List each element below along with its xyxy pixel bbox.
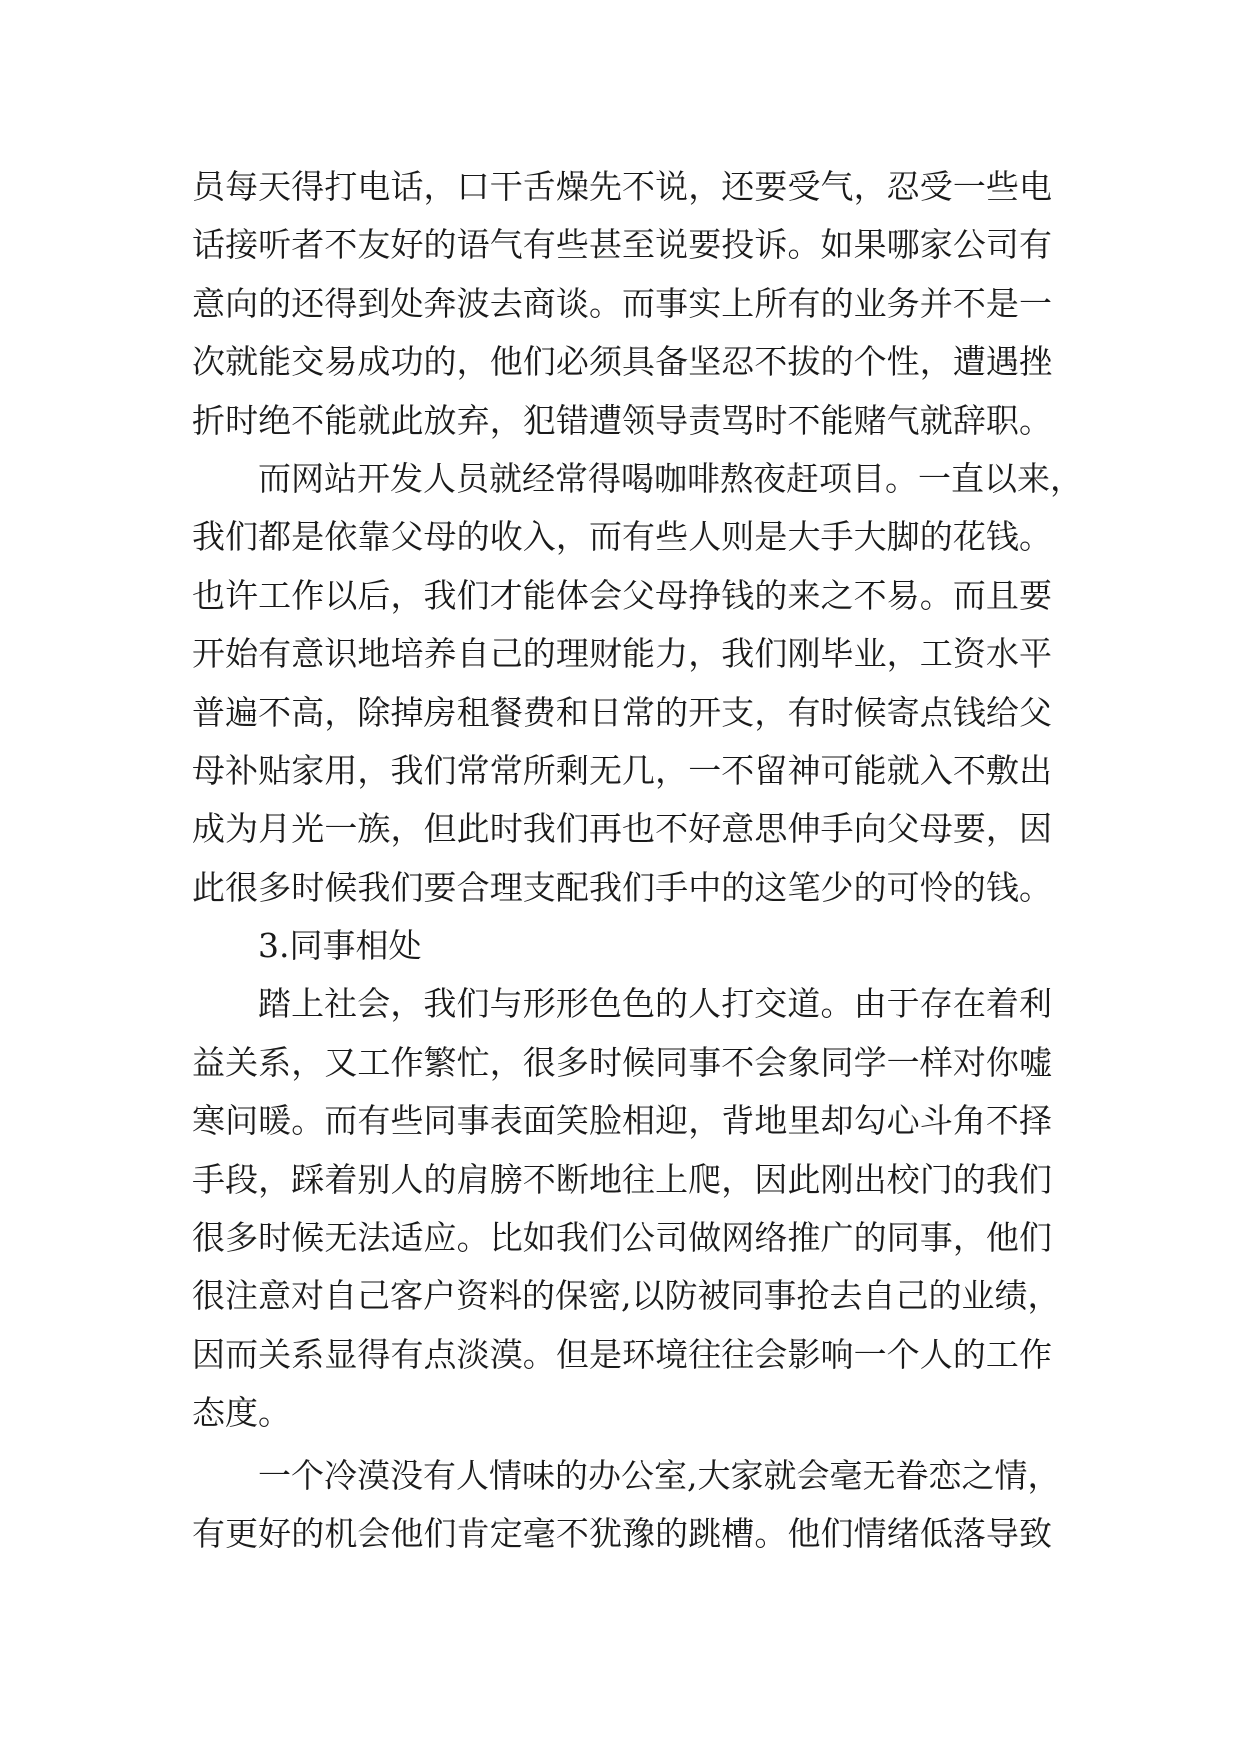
paragraph-line: 因而关系显得有点淡漠。但是环境往往会影响一个人的工作 (192, 1334, 1052, 1374)
section-heading: 3.同事相处 (258, 926, 422, 966)
paragraph-line: 寒问暖。而有些同事表面笑脸相迎，背地里却勾心斗角不择 (192, 1101, 1052, 1141)
paragraph-line: 也许工作以后，我们才能体会父母挣钱的来之不易。而且要 (192, 575, 1052, 615)
paragraph-line: 一个冷漠没有人情味的办公室,大家就会毫无眷恋之情， (258, 1455, 1061, 1495)
paragraph-line: 手段，踩着别人的肩膀不断地往上爬，因此刚出校门的我们 (192, 1159, 1052, 1199)
paragraph-line: 很多时候无法适应。比如我们公司做网络推广的同事，他们 (192, 1218, 1052, 1258)
paragraph-line: 我们都是依靠父母的收入，而有些人则是大手大脚的花钱。 (192, 517, 1052, 557)
paragraph-line: 开始有意识地培养自己的理财能力，我们刚毕业，工资水平 (192, 634, 1052, 674)
paragraph-line: 此很多时候我们要合理支配我们手中的这笔少的可怜的钱。 (192, 867, 1052, 907)
paragraph-line: 员每天得打电话，口干舌燥先不说，还要受气，忍受一些电 (192, 167, 1052, 206)
paragraph-line: 益关系，又工作繁忙，很多时候同事不会象同学一样对你嘘 (192, 1042, 1052, 1082)
paragraph-line: 折时绝不能就此放弃，犯错遭领导责骂时不能赌气就辞职。 (192, 400, 1052, 440)
paragraph-line: 普遍不高，除掉房租餐费和日常的开支，有时候寄点钱给父 (192, 692, 1052, 732)
paragraph-line: 话接听者不友好的语气有些甚至说要投诉。如果哪家公司有 (192, 225, 1052, 265)
paragraph-line: 有更好的机会他们肯定毫不犹豫的跳槽。他们情绪低落导致 (192, 1513, 1052, 1553)
paragraph-line: 成为月光一族，但此时我们再也不好意思伸手向父母要，因 (192, 809, 1052, 849)
paragraph-line: 而网站开发人员就经常得喝咖啡熬夜赶项目。一直以来， (258, 458, 1083, 498)
paragraph-line: 次就能交易成功的，他们必须具备坚忍不拔的个性，遭遇挫 (192, 342, 1052, 382)
paragraph-line: 很注意对自己客户资料的保密,以防被同事抢去自己的业绩， (192, 1276, 1061, 1316)
paragraph-line: 踏上社会，我们与形形色色的人打交道。由于存在着利 (258, 984, 1052, 1024)
paragraph-line: 态度。 (192, 1393, 291, 1433)
paragraph-line: 意向的还得到处奔波去商谈。而事实上所有的业务并不是一 (192, 283, 1052, 323)
paragraph-line: 母补贴家用，我们常常所剩无几，一不留神可能就入不敷出 (192, 750, 1052, 790)
document-body (192, 158, 1083, 1563)
